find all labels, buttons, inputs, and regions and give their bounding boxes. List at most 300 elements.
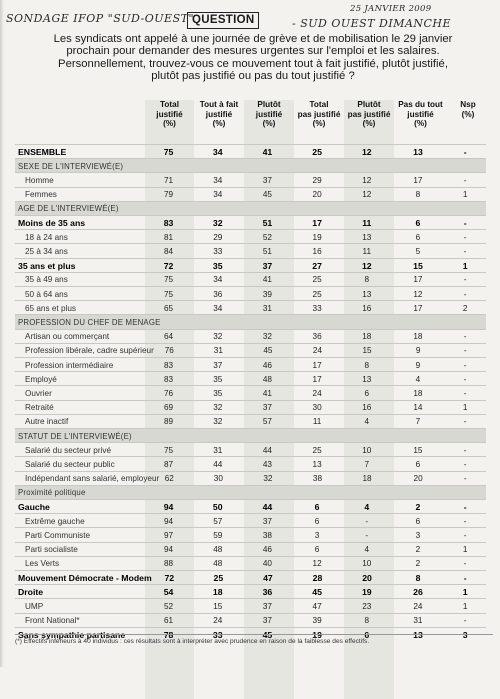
table-cell: 1 [462,601,468,611]
row-label: Parti Communiste [25,530,91,540]
table-cell: 33 [212,629,223,640]
table-cell: 25 [213,573,224,584]
table-cell: 65 [164,303,174,313]
table-cell: 35 [213,388,223,398]
row-label: 18 à 24 ans [25,232,68,242]
column-header-line: pas justifié [297,109,341,119]
table-cell: - [463,289,467,299]
table-cell: 32 [263,474,273,484]
table-cell: - [463,246,467,256]
table-cell: - [463,147,467,158]
row-label: Parti socialiste [25,545,78,555]
table-cell: 3 [462,629,468,640]
table-cell: 44 [213,459,223,469]
column-header [294,100,344,140]
table-cell: 1 [462,260,468,271]
table-cell: 6 [415,218,421,229]
row-label: Ouvrier [25,388,52,398]
column-header [394,100,447,140]
table-cell: 6 [364,388,370,398]
row-label: Artisan ou commerçant [25,332,110,342]
section-label: Proximité politique [18,488,86,498]
table-cell: 12 [361,147,372,158]
section-header-row [15,485,486,500]
table-cell: 41 [262,147,273,158]
table-cell: 31 [213,445,223,455]
table-cell: 12 [362,175,372,185]
section-header-row [15,428,486,443]
table-cell: 32 [213,403,223,413]
row-label: Profession intermédiaire [25,360,114,370]
row-label: Front National* [25,616,80,626]
table-cell: - [463,218,467,229]
table-cell: 12 [312,559,322,569]
table-cell: 45 [263,346,273,356]
table-cell: 9 [415,360,421,370]
column-header-line: Total [309,100,329,109]
table-row [15,471,486,486]
table-cell: 2 [415,559,421,569]
table-cell: - [463,474,467,484]
table-cell: 24 [312,388,322,398]
table-cell: 16 [362,403,372,413]
table-row [15,371,486,386]
column-header-line: Pas du tout [398,100,443,109]
table-cell: 36 [262,587,273,598]
table-cell: 4 [364,417,370,427]
table-cell: 18 [362,332,372,342]
column-header-line: Tout à fait [199,100,239,109]
table-cell: 1 [462,403,468,413]
table-cell: 13 [312,459,322,469]
table-cell: - [463,346,467,356]
question-line: Les syndicats ont appelé à une journée de grève et de mobilisation le 29 janvier [53,33,453,45]
table-cell: 23 [362,601,372,611]
table-cell: - [463,232,467,242]
table-row [15,385,486,400]
row-label: Employé [25,374,57,384]
table-cell: 39 [262,289,272,299]
table-cell: - [463,459,467,469]
table-cell: 3 [314,530,320,540]
table-cell: 20 [312,190,322,200]
table-cell: 57 [213,516,223,526]
table-row [15,400,486,415]
table-cell: 69 [164,403,174,413]
table-cell: 13 [413,147,423,158]
table-cell: 11 [362,246,371,256]
table-cell: 8 [364,275,370,285]
table-cell: - [463,332,467,342]
table-cell: 19 [361,587,372,598]
table-cell: 35 [212,260,223,271]
table-cell: 28 [312,573,323,584]
table-cell: 27 [312,260,322,271]
table-cell: 13 [413,629,423,640]
table-cell: 48 [213,545,223,555]
table-cell: 46 [262,360,272,370]
table-cell: 6 [314,516,320,526]
column-header-line: justifié [156,109,183,119]
column-header-line: justifié [205,109,233,119]
table-cell: 72 [164,573,175,584]
table-cell: - [463,175,467,185]
column-header [447,100,489,140]
table-cell: 37 [262,175,272,185]
table-row [15,584,486,599]
row-label: Salarié du secteur privé [25,445,112,455]
section-header-row [15,201,486,216]
row-label: Mouvement Démocrate - Modem [18,573,152,584]
table-cell: 24 [213,616,223,626]
row-label: Autre inactif [25,417,69,427]
table-cell: 4 [415,374,421,384]
table-cell: 15 [413,260,423,271]
table-cell: 15 [213,601,223,611]
table-cell: 50 [212,502,223,513]
table-cell: 39 [312,616,322,626]
column-header-line: Nsp [460,100,476,109]
row-label: Indépendant sans salarié, employeur [25,474,160,484]
table-cell: 32 [212,218,223,229]
table-cell: 57 [262,417,272,427]
table-row [15,513,486,528]
table-cell: 37 [262,516,272,526]
table-cell: - [463,516,467,526]
row-label: Moins de 35 ans [18,218,86,229]
table-cell: 16 [312,246,322,256]
table-cell: 32 [213,417,223,427]
table-cell: 64 [164,332,174,342]
row-label: Sans sympathie partisane [18,629,126,640]
table-cell: 24 [312,346,323,356]
table-row [15,442,486,457]
table-cell: 17 [413,175,423,185]
table-cell: 20 [362,573,372,584]
row-label: Profession libérale, cadre supérieur [25,346,154,356]
table-cell: 25 [312,147,322,158]
column-header-line: (%) [414,119,427,128]
table-cell: 24 [413,601,423,611]
column-header [244,100,294,140]
row-label: 35 ans et plus [18,260,76,271]
column-header-line: (%) [212,119,226,128]
table-cell: 88 [164,559,174,569]
table-cell: 11 [362,218,372,229]
table-cell: 36 [213,289,223,299]
column-header-line: pas justifié [347,109,391,119]
table-cell: 52 [262,232,272,242]
table-cell: 25 [312,275,322,285]
table-cell: 6 [364,629,370,640]
table-cell: - [463,530,467,540]
table-cell: 84 [164,246,174,256]
table-cell: 8 [364,616,370,626]
table-cell: 83 [164,374,174,384]
table-cell: 47 [263,573,273,584]
table-cell: - [463,374,467,384]
table-row [15,272,486,287]
table-cell: 94 [163,502,174,513]
table-cell: 75 [164,275,174,285]
table-cell: 2 [462,303,468,313]
table-cell: 17 [413,303,423,313]
table-cell: - [463,502,467,513]
table-cell: 81 [164,232,174,242]
table-cell: 17 [312,360,322,370]
table-cell: 31 [413,616,423,626]
table-cell: 38 [312,474,323,484]
table-cell: - [463,573,467,584]
table-cell: 10 [362,445,372,455]
column-header-line: (%) [163,119,176,128]
table-cell: 54 [163,587,174,598]
table-cell: 20 [413,474,423,484]
column-header-line: (%) [461,109,475,119]
table-cell: 75 [164,445,174,455]
column-header-line: Plutôt [257,100,281,109]
table-cell: 75 [164,289,174,299]
table-cell: 9 [415,346,421,356]
table-cell: 29 [213,232,223,242]
table-cell: 6 [314,502,320,513]
table-cell: 62 [164,474,174,484]
column-header-line: (%) [262,119,276,128]
row-label: Homme [25,175,54,185]
handwritten-source: SONDAGE IFOP "SUD-OUEST" [6,12,195,25]
table-cell: 33 [312,303,322,313]
table-cell: 44 [262,502,273,513]
table-row [15,258,486,273]
table-cell: 19 [312,629,322,640]
table-row [15,187,486,202]
table-cell: 12 [362,190,372,200]
table-cell: 52 [164,601,174,611]
table-cell: 32 [213,332,223,342]
row-label: Retraité [25,403,54,413]
table-cell: 18 [413,332,423,342]
table-row [15,527,486,542]
table-row [15,243,486,258]
table-cell: 94 [164,516,174,526]
table-row [15,286,486,301]
table-cell: 37 [213,360,223,370]
table-row [15,172,486,187]
column-header-line: justifié [255,109,283,119]
column-header [145,100,194,140]
table-cell: 8 [364,360,370,370]
table-cell: 37 [262,616,272,626]
table-cell: 15 [362,346,372,356]
table-cell: 10 [362,559,372,569]
table-cell: 78 [163,629,174,640]
row-label: ENSEMBLE [18,147,67,158]
table-cell: 61 [164,616,174,626]
table-cell: - [463,559,467,569]
handwritten-publication: - SUD OUEST DIMANCHE [292,17,452,30]
table-cell: 14 [413,403,423,413]
row-label: 50 à 64 ans [25,289,68,299]
table-cell: 3 [415,530,421,540]
table-cell: - [463,360,467,370]
table-cell: 45 [312,587,322,598]
table-cell: 34 [213,175,223,185]
table-cell: 19 [312,232,322,242]
table-cell: 75 [163,147,174,158]
table-cell: 8 [415,573,421,584]
column-header-line: Total [160,100,179,109]
table-cell: 41 [262,388,272,398]
table-cell: 13 [362,232,372,242]
table-cell: 40 [262,559,272,569]
table-cell: 89 [164,417,174,427]
table-cell: 26 [413,587,423,598]
column-header-line: justifié [407,109,434,119]
table-cell: - [463,417,467,427]
table-cell: 6 [415,232,421,242]
table-cell: 37 [262,403,272,413]
table-row [15,598,486,613]
column-header-line: (%) [362,119,376,128]
table-cell: 4 [364,502,370,513]
table-cell: 76 [164,346,174,356]
column-header [194,100,244,140]
row-label: Gauche [18,502,50,513]
table-row [15,329,486,344]
table-cell: 12 [413,289,423,299]
table-cell: 87 [164,459,174,469]
table-row [15,570,486,585]
table-row [15,414,486,429]
table-cell: 83 [164,360,174,370]
section-header-row [15,314,486,329]
table-cell: 31 [262,303,272,313]
table-cell: 11 [312,417,322,427]
table-cell: 72 [163,260,174,271]
table-row [15,229,486,244]
table-cell: 59 [213,530,223,540]
row-label: Femmes [25,190,57,200]
footnote: (*) Effectifs inférieurs à 40 individus : ces résultats sont à interpréter avec prudence en raison de la faiblesse des effectifs. [15,634,493,645]
table-cell: 31 [213,346,223,356]
table-cell: 16 [362,303,372,313]
row-label: Extrême gauche [25,516,85,526]
table-cell: - [463,388,467,398]
table-cell: 76 [164,388,174,398]
table-cell: 45 [262,629,273,640]
column-header-line: Plutôt [357,100,381,109]
handwritten-date: 25 JANVIER 2009 [350,4,432,14]
table-cell: 5 [415,246,421,256]
table-cell: 7 [364,459,370,469]
table-cell: 6 [415,459,421,469]
table-cell: 47 [312,601,322,611]
table-cell: 12 [361,260,372,271]
table-cell: 25 [312,289,322,299]
table-cell: 18 [362,474,372,484]
question-line: Personnellement, trouvez-vous ce mouvement tout à fait justifié, plutôt justifié, [58,57,448,70]
question-line: plutôt pas justifié ou pas du tout justifié ? [151,70,355,83]
row-label: 35 à 49 ans [25,275,68,285]
question-label: QUESTION [187,12,259,29]
table-cell: 97 [164,530,174,540]
table-cell: 38 [262,530,272,540]
table-cell: 17 [312,218,322,229]
table-cell: 29 [312,175,322,185]
page-edge-shadow [0,0,4,667]
section-label: AGE DE L'INTERVIEWÉ(E) [18,204,119,214]
table-row [15,144,486,159]
table-cell: 30 [312,403,322,413]
table-cell: 44 [262,445,272,455]
table-cell: 4 [364,545,370,555]
table-cell: 43 [262,459,272,469]
row-label: Droite [18,587,44,598]
table-cell: 13 [362,374,372,384]
section-label: SEXE DE L'INTERVIEWÉ(E) [18,161,124,171]
table-cell: 15 [413,445,423,455]
table-cell: 83 [163,218,174,229]
table-cell: 13 [362,289,372,299]
table-cell: 79 [164,190,174,200]
table-row [15,556,486,571]
table-cell: - [365,516,369,526]
table-cell: 36 [312,332,322,342]
table-cell: 46 [262,545,272,555]
table-cell: 34 [213,190,223,200]
table-row [15,343,486,358]
table-row [15,542,486,557]
table-row [15,499,486,514]
table-cell: 7 [415,417,421,427]
table-cell: 37 [262,260,273,271]
table-cell: 6 [415,516,421,526]
table-cell: 51 [262,246,272,256]
section-label: STATUT DE L'INTERVIEWÉ(E) [18,431,132,441]
column-header-line: (%) [312,119,326,128]
table-cell: 48 [213,559,223,569]
table-cell: 35 [213,374,223,384]
table-cell: - [463,445,467,455]
row-label: 25 à 34 ans [25,246,68,256]
table-cell: 34 [213,275,223,285]
table-cell: 1 [462,587,468,598]
table-cell: 18 [413,388,423,398]
table-cell: 45 [262,190,272,200]
table-cell: 37 [262,601,272,611]
table-cell: 2 [415,545,421,555]
row-label: Salarié du secteur public [25,459,115,469]
table-cell: 51 [262,218,273,229]
row-label: UMP [25,601,44,611]
table-cell: 2 [415,502,421,513]
question-text [16,33,490,83]
table-row [15,215,486,230]
table-row [15,456,486,471]
table-cell: 71 [164,175,174,185]
table-row [15,300,486,315]
table-cell: 17 [312,374,322,384]
row-label: Les Verts [25,559,60,569]
question-line: prochain pour demander des mesures urgentes sur l'emploi et les salaires. [66,45,440,58]
table-cell: 17 [413,275,423,285]
table-row [15,357,486,372]
table-cell: 30 [213,474,223,484]
table-cell: 33 [213,246,223,256]
table-cell: 1 [462,190,468,200]
table-cell: - [463,275,467,285]
table-cell: 48 [262,374,272,384]
